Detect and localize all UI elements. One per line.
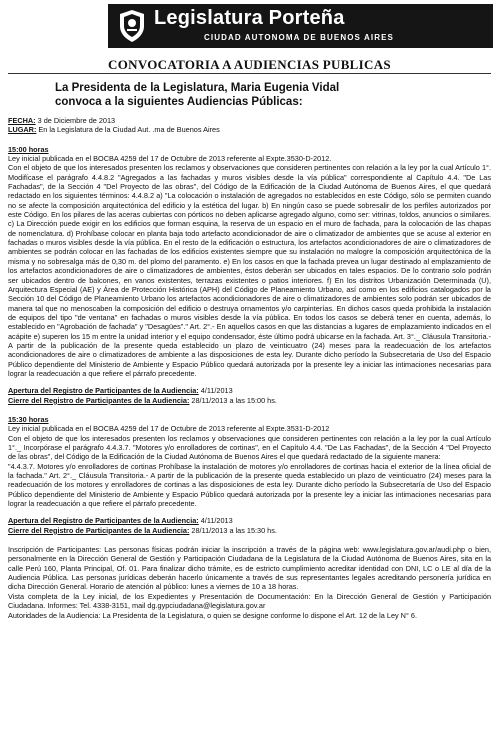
- hearing-2-hour: 15:30 horas: [8, 414, 49, 424]
- hearing-2-apertura: [8, 516, 491, 525]
- cierre-value: 28/11/2013 a las 15:00 hs.: [189, 395, 277, 405]
- apertura-value: 4/11/2013: [198, 386, 233, 396]
- footer-inscripcion: Inscripción de Participantes: Las personas físicas podrán iniciar la inscripción a través de la página web: www.legislatura.gov.ar/audi.php o bien, personalmente en la Dirección General de Gestión y Participación Ciudadana de la Legislatura de la Ciudad Autónoma de Buenos Aires, sita en la calle Perú 160, Planta Principal, Of. 01. Para finalizar dicho trámite, es de estricto cumplimiento acreditar identidad con DNI, LC o LE al día de la Audiencia Pública. Las personas jurídicas deberán hacerlo únicamente a través de sus representantes legales acreditando personería jurídica en dicha Dirección General. Horario de atención al público: lunes a viernes de 10 a 18 horas.: [8, 545, 491, 592]
- intro-line-2: convoca a la siguientes Audiencias Públicas:: [55, 96, 303, 108]
- cierre-label: Cierre del Registro de Participantes de la Audiencia:: [8, 395, 190, 405]
- fecha-value: 3 de Diciembre de 2013: [35, 116, 116, 125]
- fecha-line: [8, 116, 491, 125]
- intro-line-1: La Presidenta de la Legislatura, Maria Eugenia Vidal: [55, 82, 340, 94]
- hearing-2-body: Ley inicial publicada en el BOCBA 4259 del 17 de Octubre de 2013 referente al Expte.3531-D-2012 Con el objeto de que los interesados presenten los reclamos y observaciones que consideren pertinentes con relación a la ley por la cual Artículo 1°._ Incorpórase el parágrafo 4.4.3.7. "Motores y/o enrolladores de cortinas", en el Capítulo 4.4. "De Las Fachadas", de la Sección 4 "Del Proyecto de las obras", del Código de la Edificación de la Ciudad Autónoma de Buenos Aires el que quedará redactado de la siguiente manera: "4.4.3.7. Motores y/o enrolladores de cortinas Prohíbase la instalación de motores y/o enrolladores de cortinas hacia el exterior de la línea oficial de la fachada." Art. 2°._ Cláusula Transitoria.- A partir de la publicación de la presente queda establecido un plazo de veinticuatro (24) meses para la readecuación de los motores y enrolladores de cortinas a las disposiciones de esta ley. Durante dicho período la Subsecretaría de Uso del Espacio Público dependiente del Ministerio de Ambiente y Espacio Público quedará autorizada por la presente ley a iniciar las intimaciones necesarias para lograr la readecuación a que refiere el párrafo precedente.: [8, 424, 491, 509]
- hearing-1-body: Ley inicial publicada en el BOCBA 4259 del 17 de Octubre de 2013 referente al Expte.3530-D-2012. Con el objeto de que los interesados presenten los reclamos y observaciones que consideren pertinentes con relación a la ley por la cual Artículo 1°. Modifícase el parágrafo 4.4.8.2 "Agregados a las fachadas y muros visibles desde la vía pública" correspondiente al Capítulo 4.4. "De Las Fachadas", de la Sección 4 "Del Proyecto de las obras", del Código de la Edificación de la Ciudad Autónoma de Buenos Aires, el que quedará redactado en los siguientes términos: 4.4.8.2 a) "La colocación o instalación de agregados no establecidos en este Código, sólo se permiten cuando no se afecte la composición arquitectónica del edificio y la estética del lugar. b) En ningún caso se puede sobresalir de los perfiles autorizados por este Código. En los pilares de las aceras cubiertas con pórticos no deben aplicarse agregado alguno, como ser: vitrinas, toldos, anuncios o similares. c) La Dirección puede exigir en los edificios que forman esquina, la reserva de un espacio en el muro de fachada, para la colocación de las chapas de nomenclatura. d) Prohíbase colocar en planta baja todo artefacto acondicionador de aire o climatizador de ambientes que se acuse al exterior en fachadas o muros visibles desde la vía pública. En el resto de la edificación o estructura, los artefactos acondicionadores de aire o climatizadores de ambientes se podrán colocar en las fachadas de los edificios existentes siempre que su instalación no malogre la composición arquitectónica de la misma y no sobresalga más de 0,30 m. del plomo del paramento. e) En los casos en que la fachada prevea un lugar destinado al emplazamiento de los artefactos acondicionadores de aire o climatizadores de ambientes, éstos deberán ser ubicados en tales espacios. De lo contrario solo podrán ser ubicados dentro de balcones, en vanos existentes, terrazas existentes o patios interiores. f) En los distritos Urbanización Determinada (U), Arquitectura Especial (AE) y Área de Protección Histórica (APH) del Código de Planeamiento Urbano, así como en los edificios catalogados por la Sección 10 del Código de Planeamiento Urbano los artefactos acondicionadores de aire o climatizadores de ambientes solo podrán ser ubicados de manera tal que no menoscaben la composición del edificio o destruya ornamentos y/o carpinterías. En dichos casos queda prohibida la instalación de equipos del tipo "de ventana" en fachadas o muros visibles desde la vía pública. En todos los casos se deberá tener en cuenta, además, lo establecido en "Agrobación de fachada" y "Desagües"." Art. 2°.- En aquellos casos en que las distancias a lugares de emplazamiento indicados en el acápite e) superen los 15 m entre la unidad interior y el equipo condensador, éste último podrá ubicarse en la fachada. Art. 3°._ Cláusula Transitoria.- A partir de la publicación de la presente queda establecido un plazo de veinticuatro (24) meses para la readecuación de los artefactos acondicionadores de aire o climatizadores de ambiente a las disposiciones de esta ley. Durante dicho período la Subsecretaria de Uso del Espacio Público dependiente del Ministerio de Ambiente y Espacio Público quedará autorizada por la presente ley a iniciar las intimaciones necesarias para lograr la readecuación a que refiere el párrafo precedente.: [8, 154, 491, 378]
- cierre-label: Cierre del Registro de Participantes de la Audiencia:: [8, 525, 190, 535]
- title-divider: [8, 73, 491, 74]
- org-name: Legislatura Porteña: [154, 7, 345, 29]
- hearing-2-cierre: [8, 526, 491, 535]
- header-banner: [108, 4, 493, 48]
- notice-title: CONVOCATORIA A AUDIENCIAS PUBLICAS: [108, 57, 391, 72]
- hearing-1-cierre: [8, 396, 491, 405]
- intro-block: [55, 81, 475, 109]
- lugar-label: LUGAR:: [8, 125, 37, 135]
- notice-content: [8, 116, 491, 620]
- hearing-1-hour: 15:00 horas: [8, 144, 49, 154]
- fecha-label: FECHA:: [8, 116, 36, 125]
- apertura-label: Apertura del Registro de Participantes de la Audiencia:: [8, 516, 199, 526]
- apertura-value: 4/11/2013: [198, 516, 233, 526]
- legislature-emblem-icon: [118, 9, 146, 43]
- apertura-label: Apertura del Registro de Participantes de la Audiencia:: [8, 386, 199, 396]
- lugar-value: En la Legislatura de la Ciudad Aut. .ma de Buenos Aires: [36, 125, 220, 135]
- footer-vista: Vista completa de la Ley inicial, de los Expedientes y Presentación de Documentación: En la Dirección General de Gestión y Participación Ciudadana. Informes: Tel. 4338-3151, mail dg.gypciudadana@legislatura.gov.ar: [8, 591, 491, 611]
- cierre-value: 28/11/2013 a las 15:30 hs.: [189, 525, 277, 535]
- lugar-line: [8, 125, 491, 134]
- hearing-1-apertura: [8, 386, 491, 395]
- footer-autoridades: Autoridades de la Audiencia: La Presidenta de la Legislatura, o quien se designe conforme lo dispone el Art. 12 de la Ley N° 6.: [8, 610, 417, 620]
- org-subtitle: CIUDAD AUTONOMA DE BUENOS AIRES: [204, 33, 394, 42]
